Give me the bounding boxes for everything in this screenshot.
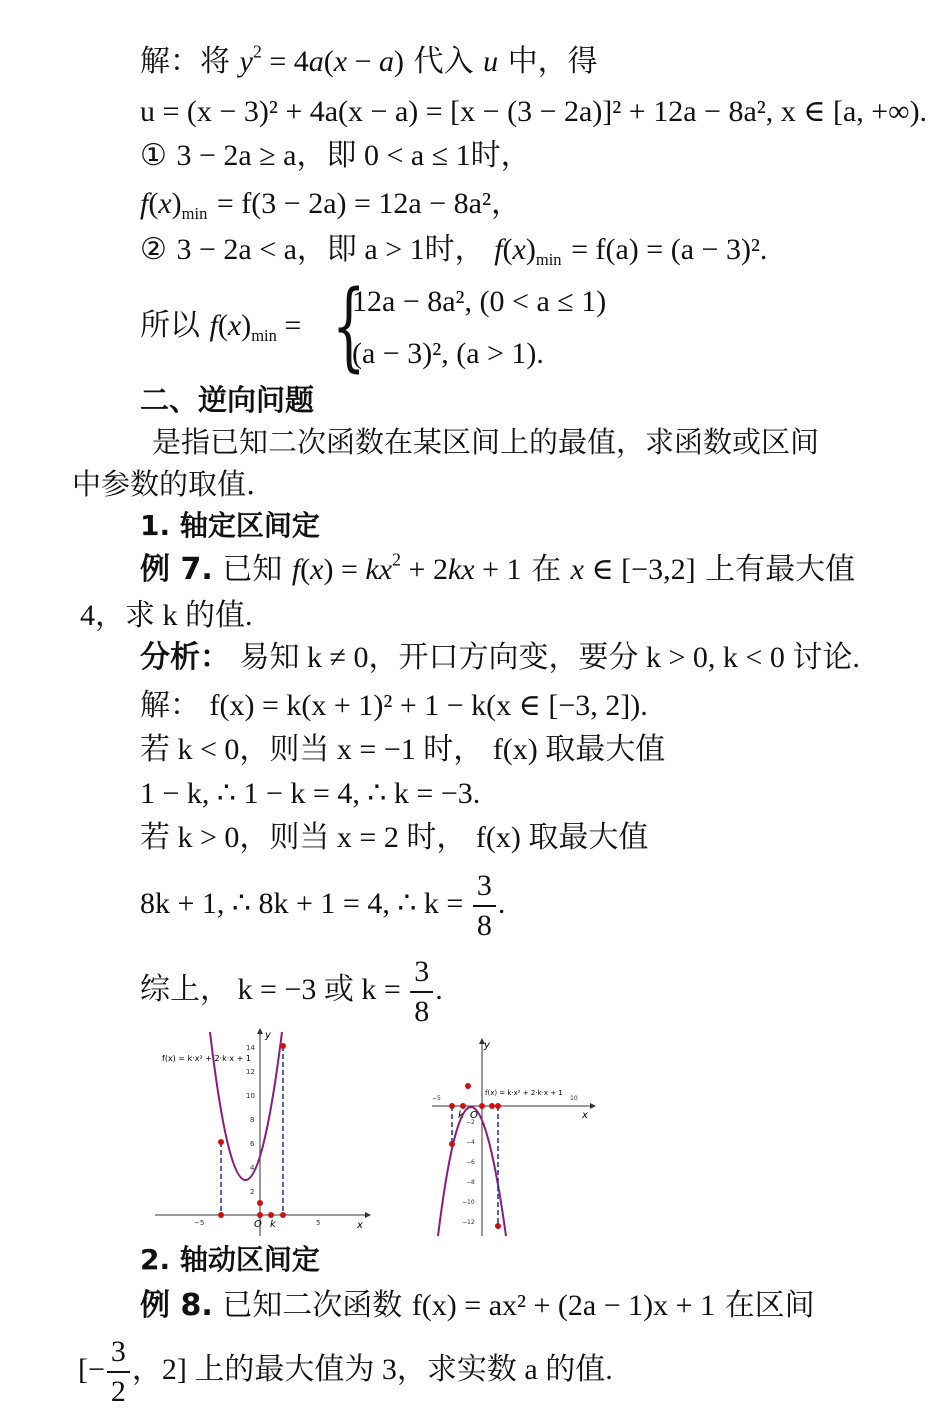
- case-1-line: [140, 136, 531, 176]
- case-k-positive-tail: f(x) 取最大值: [475, 821, 649, 854]
- example-7-text-c: 上有最大值: [705, 552, 856, 587]
- case-k-negative-result: 1 − k, ∴ 1 − k = 4, ∴ k = −3.: [140, 777, 481, 810]
- y-tick: −2: [466, 1119, 475, 1126]
- y-tick: 2: [250, 1188, 255, 1196]
- subsection-2-heading: 2. 轴动区间定: [140, 1243, 320, 1276]
- k-label: k: [458, 1110, 464, 1121]
- circled-two: ②: [140, 232, 167, 267]
- y-tick: −8: [466, 1179, 475, 1186]
- example-7-label: 例 7.: [140, 552, 213, 587]
- example-7-text-b: 在: [531, 552, 562, 587]
- ticks: [432, 1095, 578, 1226]
- origin-label: O: [254, 1219, 262, 1230]
- example-7-line-1: [140, 550, 855, 590]
- y-tick: −12: [462, 1219, 475, 1226]
- solution-label: 解：: [140, 688, 200, 723]
- case-2-line: [140, 230, 767, 270]
- piecewise-brace: {: [332, 270, 366, 382]
- text-intro: 解：将: [140, 44, 230, 79]
- case-k-positive-eq: 8k + 1, ∴ 8k + 1 = 4, ∴ k =: [140, 887, 464, 920]
- fraction-den: 8: [414, 995, 430, 1029]
- analysis-line: [140, 638, 860, 678]
- example-8-label: 例 8.: [140, 1288, 213, 1323]
- case-k-negative-tail: f(x) 取最大值: [492, 733, 666, 766]
- conclusion-pre: 所以: [140, 308, 200, 343]
- subsection-1-heading: 1. 轴定区间定: [140, 509, 320, 542]
- x-tick: −5: [194, 1219, 205, 1227]
- example-7-interval: x ∈ [−3,2]: [570, 553, 696, 586]
- fraction-num: 3: [410, 953, 433, 993]
- y-tick: −6: [466, 1159, 475, 1166]
- y-tick: 10: [246, 1092, 255, 1100]
- section-2-heading: 二、逆向问题: [140, 383, 315, 417]
- y-tick: 4: [250, 1164, 255, 1172]
- solution-eq: f(x) = k(x + 1)² + 1 − k(x ∈ [−3, 2]).: [209, 689, 648, 722]
- example-8-tail: ，2] 上的最大值为 3，求实数 a 的值.: [131, 1353, 613, 1386]
- section-2-intro-1: 是指已知二次函数在某区间上的最值，求函数或区间: [152, 425, 820, 459]
- example-8-line-1: [140, 1286, 815, 1326]
- solution-line-1: [140, 42, 598, 82]
- fmin-label-2: $f(x)_{min}$: [494, 233, 562, 269]
- circled-one: ①: [140, 138, 167, 173]
- summary-mid: k = −3 或 k =: [237, 973, 401, 1006]
- parabola-down: [438, 1107, 506, 1236]
- example-8-text-b: 在区间: [724, 1288, 815, 1323]
- case-1-cond: 3 − 2a ≥ a，即 0 < a ≤ 1时，: [176, 139, 531, 172]
- summary-pre: 综上，: [140, 973, 230, 1006]
- example-7-text-a: 已知: [222, 552, 283, 587]
- graph-left: [150, 1028, 375, 1238]
- text-post: 中，得: [507, 44, 598, 79]
- x-axis-label: x: [357, 1220, 363, 1231]
- solution-line-2: u = (x − 3)² + 4a(x − a) = [x − (3 − 2a)]² + 12a − 8a², x ∈ [a, +∞).: [140, 95, 928, 128]
- y-tick: −10: [462, 1199, 475, 1206]
- fmin-label: $f(x)_{min}$: [140, 187, 208, 223]
- x-tick: 10: [570, 1095, 578, 1102]
- example-8-line-2: [78, 1330, 613, 1411]
- x-axis-label: x: [582, 1110, 588, 1121]
- piece-1: 12a − 8a², (0 < a ≤ 1): [352, 285, 607, 318]
- case-k-positive-result: 8k + 1, ∴ 8k + 1 = 4, ∴ k = $\frac{3}{8}$ .: [140, 864, 505, 945]
- fraction-den: 8: [476, 909, 492, 943]
- case-1-result: = f(3 − 2a) = 12a − 8a²，: [216, 187, 521, 220]
- y-axis-label: y: [265, 1030, 271, 1041]
- function-label: f(x) = k·x² + 2·k·x + 1: [162, 1054, 251, 1063]
- y-tick: 12: [246, 1068, 255, 1076]
- example-7-func: $f(x) = kx^2 + 2kx + 1$: [291, 549, 522, 586]
- piece-2: (a − 3)², (a > 1).: [352, 337, 544, 370]
- example-8-interval-open: [−: [78, 1353, 105, 1386]
- fraction-den: 2: [110, 1375, 126, 1409]
- conclusion-line: [140, 306, 301, 346]
- case-k-positive-cond: 若 k > 0，则当 x = 2 时，: [140, 821, 467, 854]
- y-axis-label: y: [484, 1040, 490, 1051]
- case-2-cond: 3 − 2a < a，即 a > 1时，: [176, 233, 485, 266]
- fraction-3-8-summary: [410, 953, 433, 1031]
- math-u: u: [483, 45, 499, 78]
- x-tick: 5: [316, 1219, 321, 1227]
- y-tick: 14: [246, 1044, 255, 1052]
- example-8-func: f(x) = ax² + (2a − 1)x + 1: [411, 1289, 716, 1322]
- case-k-negative-cond: 若 k < 0，则当 x = −1 时，: [140, 733, 484, 766]
- analysis-label: 分析：: [140, 640, 230, 675]
- example-8-text-a: 已知二次函数: [222, 1288, 403, 1323]
- example-7-line-2: 4，求 k 的值.: [80, 599, 253, 632]
- fmin-label-3: $f(x)_{min}$ =: [209, 309, 302, 345]
- fraction-num: 3: [107, 1333, 130, 1373]
- function-label: f(x) = k·x² + 2·k·x + 1: [485, 1089, 563, 1097]
- fraction-3-2: [107, 1333, 130, 1411]
- y-tick: −4: [466, 1139, 475, 1146]
- analysis-text: 易知 k ≠ 0，开口方向变，要分 k > 0, k < 0 讨论.: [239, 641, 860, 674]
- y-ticks: [194, 1044, 320, 1227]
- origin-label: O: [470, 1110, 478, 1121]
- section-2-intro-2: 中参数的取值.: [72, 467, 256, 501]
- k-label: k: [270, 1219, 276, 1230]
- math-y2: $y^2 = 4a(x - a)$: [239, 41, 405, 78]
- fraction-num: 3: [473, 867, 496, 907]
- graph-right: [430, 1038, 600, 1238]
- text-sub: 代入: [413, 44, 474, 79]
- example-7-solution: [140, 686, 648, 726]
- case-1-result-line: [140, 184, 521, 224]
- case-k-negative: [140, 730, 665, 770]
- summary-line: 综上， k = −3 或 k = $\frac{3}{8}$ .: [140, 950, 443, 1031]
- fraction-3-8: [473, 867, 496, 945]
- y-tick: 8: [250, 1116, 255, 1124]
- y-tick: 6: [250, 1140, 255, 1148]
- case-k-positive: [140, 818, 648, 858]
- x-tick: −5: [432, 1095, 441, 1102]
- case-2-result: = f(a) = (a − 3)².: [571, 233, 768, 266]
